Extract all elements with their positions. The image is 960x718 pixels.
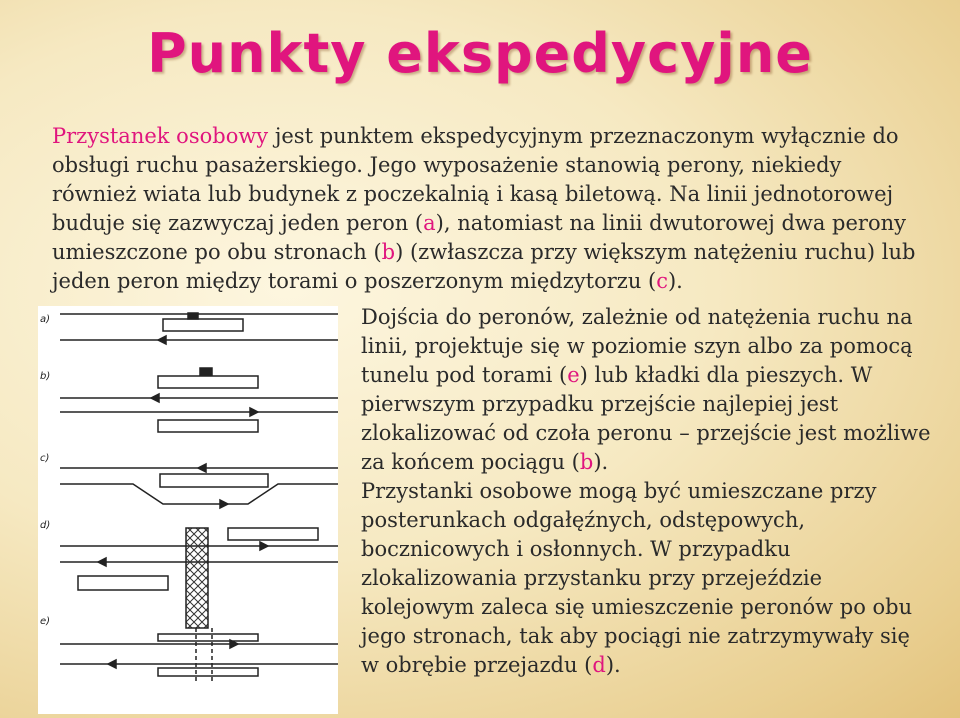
- figure-label-e: e): [40, 616, 51, 627]
- location-text-2: ).: [605, 653, 621, 677]
- ref-e: e: [567, 363, 580, 387]
- ref-d: d: [592, 653, 606, 677]
- track-layout-figure: [38, 306, 338, 714]
- access-text-1: Dojścia do peronów, zależnie od natężenia ruchu na linii, projektuje się w poziomie szyn albo za pomocą tunelu pod torami (: [361, 305, 913, 387]
- diagram-a-platform: [163, 319, 243, 331]
- ref-b-2: b: [579, 450, 594, 474]
- track-diagrams: [38, 306, 338, 714]
- ref-b: b: [381, 240, 396, 264]
- access-text-2: ) lub kładki dla pieszych. W pierwszym przypadku przejście najlepiej jest zlokalizować od czoła peronu – przejście jest możliwe za końcem pociągu (: [361, 363, 931, 474]
- diagram-c-island-platform: [160, 474, 268, 487]
- diagram-b-platform-bottom: [158, 420, 258, 432]
- intro-text-4: ).: [667, 269, 683, 293]
- diagram-a-arrow: [158, 336, 166, 344]
- intro-paragraph: [52, 122, 922, 296]
- location-text-1: Przystanki osobowe mogą być umieszczane przy posterunkach odgałęźnych, odstępowych, bocznicowych i osłonnych. W przypadku zlokalizowania przystanku przy przejeździe kolejowym zaleca się umieszczenie peronów po obu jego stronach, tak aby pociągi nie zatrzymywały się w obrębie przejazdu (: [361, 479, 913, 677]
- ref-c: c: [656, 269, 668, 293]
- figure-label-b: b): [40, 371, 51, 382]
- diagram-b-platform-top: [158, 376, 258, 388]
- intro-text-2: ), natomiast na linii dwutorowej dwa perony umieszczone po obu stronach (: [52, 211, 907, 264]
- intro-text-3: ) (zwłaszcza przy większym natężeniu ruchu) lub jeden peron między torami o poszerzonym międzytorzu (: [52, 240, 916, 293]
- slide-title: Punkty ekspedycyjne: [147, 22, 813, 85]
- diagram-d-platform-left: [78, 576, 168, 590]
- diagram-d-level-crossing: [186, 528, 208, 628]
- access-text-3: ).: [593, 450, 609, 474]
- diagram-b-building: [200, 368, 212, 375]
- diagram-d-platform-right: [228, 528, 318, 540]
- figure-label-d: d): [40, 520, 51, 531]
- figure-label-a: a): [40, 314, 51, 325]
- ref-a: a: [423, 211, 436, 235]
- access-paragraph: [361, 303, 931, 680]
- diagram-e-platform-bottom: [158, 668, 258, 676]
- diagram-e-platform-top: [158, 634, 258, 641]
- intro-text-1: jest punktem ekspedycyjnym przeznaczonym wyłącznie do obsługi ruchu pasażerskiego. Jego wyposażenie stanowią perony, niekiedy również wiata lub budynek z poczekalnią i kasą biletową. Na linii jednotorowej buduje się zazwyczaj jeden peron (: [52, 124, 899, 235]
- term-highlight: Przystanek osobowy: [52, 124, 269, 148]
- diagram-a-building: [188, 313, 198, 319]
- figure-label-c: c): [40, 453, 50, 464]
